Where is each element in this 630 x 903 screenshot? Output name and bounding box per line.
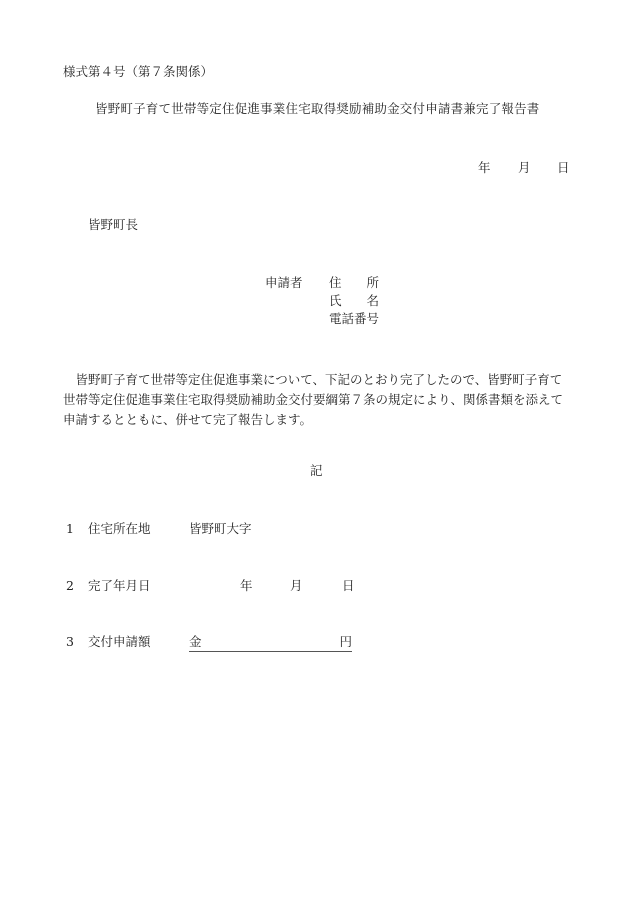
applicant-label: 申請者 <box>265 275 303 290</box>
body-line-1: 皆野町子育て世帯等定住促進事業について、下記のとおり完了したので、皆野町子育て <box>63 372 563 387</box>
body-paragraph <box>63 370 583 430</box>
name-char-2: 名 <box>366 293 379 308</box>
item-1-label: 住宅所在地 <box>88 521 151 536</box>
applicant-name-label <box>329 293 379 309</box>
amount-prefix: 金 <box>189 634 202 649</box>
item-2-number: 2 <box>66 578 74 593</box>
item-1-value: 皆野町大字 <box>189 521 252 536</box>
item-2-year: 年 <box>240 578 253 593</box>
item-2-label: 完了年月日 <box>88 578 151 593</box>
amount-suffix: 円 <box>339 634 352 649</box>
item-3-amount-field <box>189 634 352 652</box>
addressee: 皆野町長 <box>88 217 139 232</box>
applicant-phone-label: 電話番号 <box>329 311 380 326</box>
body-line-2: 世帯等定住促進事業住宅取得奨励補助金交付要綱第７条の規定により、関係書類を添えて <box>63 392 564 407</box>
item-2-day: 日 <box>342 578 355 593</box>
date-day-label: 日 <box>557 160 570 175</box>
item-3-label: 交付申請額 <box>88 634 151 649</box>
ki-heading: 記 <box>310 463 323 478</box>
body-line-3: 申請するとともに、併せて完了報告します。 <box>63 412 313 427</box>
item-1-number: 1 <box>66 521 74 536</box>
item-2-month: 月 <box>290 578 303 593</box>
address-char-1: 住 <box>329 275 342 290</box>
item-3-number: 3 <box>66 634 74 649</box>
applicant-address-label <box>329 275 379 291</box>
date-month-label: 月 <box>518 160 531 175</box>
name-char-1: 氏 <box>329 293 342 308</box>
date-year-label: 年 <box>478 160 491 175</box>
form-number: 様式第４号（第７条関係） <box>63 64 214 79</box>
document-title: 皆野町子育て世帯等定住促進事業住宅取得奨励補助金交付申請書兼完了報告書 <box>95 101 540 116</box>
address-char-2: 所 <box>366 275 379 290</box>
